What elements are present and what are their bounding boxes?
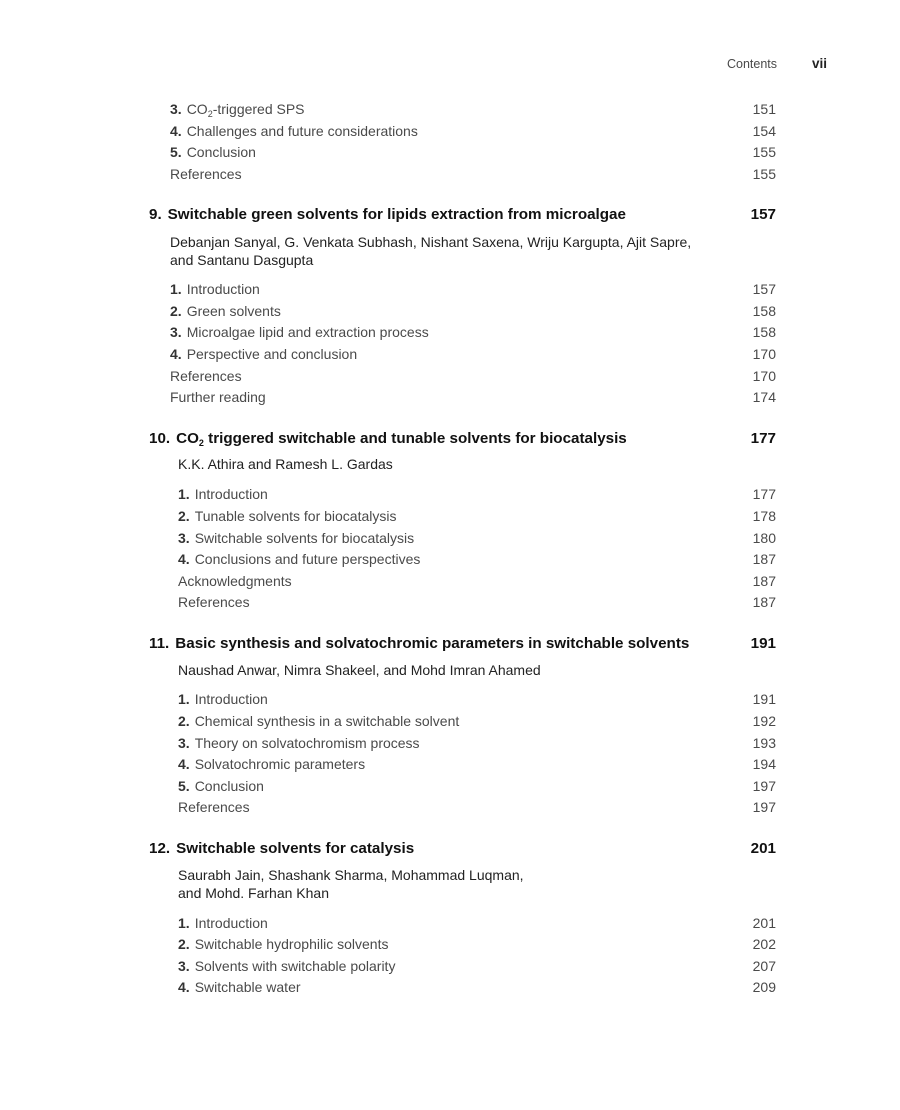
entry-number: 4. (178, 756, 190, 772)
entry-title: Microalgae lipid and extraction process (186, 324, 429, 340)
authors-line: and Santanu Dasgupta (170, 252, 314, 268)
entry-number: 4. (178, 551, 190, 567)
entry-page: 170 (752, 368, 776, 384)
entry-title: Chemical synthesis in a switchable solvent (194, 713, 460, 729)
entry-page: 207 (752, 958, 776, 974)
entry-page: 187 (752, 594, 776, 610)
toc-entry[interactable] (178, 776, 264, 796)
chapter-title[interactable] (149, 204, 626, 226)
entry-number: 3. (170, 324, 182, 340)
entry-page: 202 (752, 936, 776, 952)
entry-title: Conclusion (194, 778, 264, 794)
entry-title: Acknowledgments (178, 573, 292, 589)
entry-title: References (170, 368, 242, 384)
toc-entry-references[interactable] (170, 164, 242, 184)
entry-title: Conclusion (186, 144, 256, 160)
chapter-page: 201 (750, 840, 776, 857)
entry-title: Conclusions and future perspectives (194, 551, 421, 567)
chapter-title-rest: triggered switchable and tunable solvents for biocatalysis (203, 430, 627, 447)
chapter-page: 191 (750, 635, 776, 652)
entry-page: 170 (752, 346, 776, 362)
toc-entry[interactable] (178, 549, 420, 569)
chapter-number: 11. (149, 635, 170, 652)
entry-number: 4. (170, 346, 182, 362)
entry-title: Challenges and future considerations (186, 123, 418, 139)
toc-entry[interactable] (178, 934, 388, 954)
chapter-page: 157 (750, 206, 776, 223)
entry-title: References (178, 799, 250, 815)
entry-number: 5. (170, 144, 182, 160)
entry-number: 1. (178, 915, 190, 931)
entry-number: 3. (178, 530, 190, 546)
chapter-title[interactable] (149, 428, 627, 450)
entry-number: 2. (178, 508, 190, 524)
entry-page: 158 (752, 303, 776, 319)
entry-number: 2. (178, 936, 190, 952)
entry-title: Tunable solvents for biocatalysis (194, 508, 397, 524)
toc-entry[interactable] (170, 279, 260, 299)
authors-line: Debanjan Sanyal, G. Venkata Subhash, Nishant Saxena, Wriju Kargupta, Ajit Sapre, (170, 234, 692, 250)
entry-page: 155 (752, 144, 776, 160)
entry-number: 3. (178, 735, 190, 751)
entry-number: 2. (170, 303, 182, 319)
entry-page: 155 (752, 166, 776, 182)
entry-number: 1. (178, 486, 190, 502)
entry-page: 191 (752, 691, 776, 707)
toc-entry[interactable] (178, 689, 268, 709)
entry-page: 194 (752, 756, 776, 772)
toc-entry[interactable] (178, 528, 414, 548)
toc-entry-references[interactable] (178, 592, 250, 612)
entry-page: 174 (752, 389, 776, 405)
chapter-title-text: CO (176, 430, 199, 447)
entry-number: 3. (170, 101, 182, 117)
chapter-authors (178, 455, 393, 473)
chapter-number: 12. (149, 840, 171, 857)
entry-title-subscript: 2 (207, 109, 213, 119)
authors-line: and Mohd. Farhan Khan (178, 885, 329, 901)
entry-page: 193 (752, 735, 776, 751)
entry-number: 2. (178, 713, 190, 729)
entry-title: References (178, 594, 250, 610)
entry-page: 154 (752, 123, 776, 139)
toc-entry-further-reading[interactable] (170, 387, 266, 407)
entry-title: Switchable water (194, 979, 301, 995)
page-folio: vii (811, 56, 827, 71)
chapter-title-text: Switchable green solvents for lipids extraction from microalgae (167, 206, 626, 223)
toc-entry[interactable] (178, 733, 420, 753)
entry-title: Perspective and conclusion (186, 346, 358, 362)
toc-entry[interactable] (170, 99, 305, 119)
entry-title: Switchable hydrophilic solvents (194, 936, 389, 952)
toc-entry[interactable] (170, 301, 281, 321)
authors-line: Naushad Anwar, Nimra Shakeel, and Mohd Imran Ahamed (178, 662, 541, 678)
entry-title: Theory on solvatochromism process (194, 735, 420, 751)
toc-entry-references[interactable] (178, 797, 250, 817)
entry-title: Green solvents (186, 303, 281, 319)
chapter-title-text: Switchable solvents for catalysis (176, 840, 415, 857)
chapter-title[interactable] (149, 838, 414, 860)
toc-entry[interactable] (178, 506, 397, 526)
entry-title: Solvents with switchable polarity (194, 958, 396, 974)
chapter-number: 9. (149, 206, 162, 223)
entry-page: 187 (752, 573, 776, 589)
entry-number: 3. (178, 958, 190, 974)
toc-entry-references[interactable] (170, 366, 242, 386)
entry-title: Solvatochromic parameters (194, 756, 366, 772)
toc-entry[interactable] (178, 913, 268, 933)
entry-page: 157 (752, 281, 776, 297)
toc-entry[interactable] (178, 977, 301, 997)
entry-title: Introduction (194, 691, 268, 707)
entry-page: 187 (752, 551, 776, 567)
entry-number: 4. (170, 123, 182, 139)
authors-line: K.K. Athira and Ramesh L. Gardas (178, 456, 393, 472)
entry-title: CO (186, 101, 208, 117)
toc-entry[interactable] (170, 322, 429, 342)
toc-entry[interactable] (170, 121, 418, 141)
chapter-authors (178, 866, 524, 902)
running-head (0, 57, 900, 75)
entry-title: Switchable solvents for biocatalysis (194, 530, 415, 546)
entry-title: Introduction (194, 915, 268, 931)
chapter-title[interactable] (149, 633, 689, 655)
chapter-title-subscript: 2 (198, 438, 204, 448)
chapter-page: 177 (750, 430, 776, 447)
entry-page: 178 (752, 508, 776, 524)
entry-number: 1. (178, 691, 190, 707)
entry-page: 151 (752, 101, 776, 117)
entry-page: 201 (752, 915, 776, 931)
entry-number: 4. (178, 979, 190, 995)
entry-title-rest: -triggered SPS (212, 101, 305, 117)
chapter-title-text: Basic synthesis and solvatochromic parameters in switchable solvents (175, 635, 690, 652)
entry-page: 197 (752, 778, 776, 794)
toc-entry[interactable] (178, 711, 459, 731)
entry-title: References (170, 166, 242, 182)
entry-title: Further reading (170, 389, 266, 405)
entry-page: 158 (752, 324, 776, 340)
entry-page: 192 (752, 713, 776, 729)
toc-entry[interactable] (170, 142, 256, 162)
toc-entry[interactable] (178, 956, 395, 976)
toc-entry-acknowledgments[interactable] (178, 571, 292, 591)
entry-page: 177 (752, 486, 776, 502)
authors-line: Saurabh Jain, Shashank Sharma, Mohammad Luqman, (178, 867, 524, 883)
chapter-authors (170, 233, 691, 269)
toc-entry[interactable] (178, 754, 365, 774)
entry-number: 5. (178, 778, 190, 794)
entry-page: 197 (752, 799, 776, 815)
entry-page: 209 (752, 979, 776, 995)
chapter-authors (178, 661, 541, 679)
entry-number: 1. (170, 281, 182, 297)
running-head-label: Contents (726, 57, 777, 71)
entry-title: Introduction (186, 281, 260, 297)
toc-entry[interactable] (178, 484, 268, 504)
toc-entry[interactable] (170, 344, 357, 364)
chapter-number: 10. (149, 430, 171, 447)
entry-title: Introduction (194, 486, 268, 502)
entry-page: 180 (752, 530, 776, 546)
